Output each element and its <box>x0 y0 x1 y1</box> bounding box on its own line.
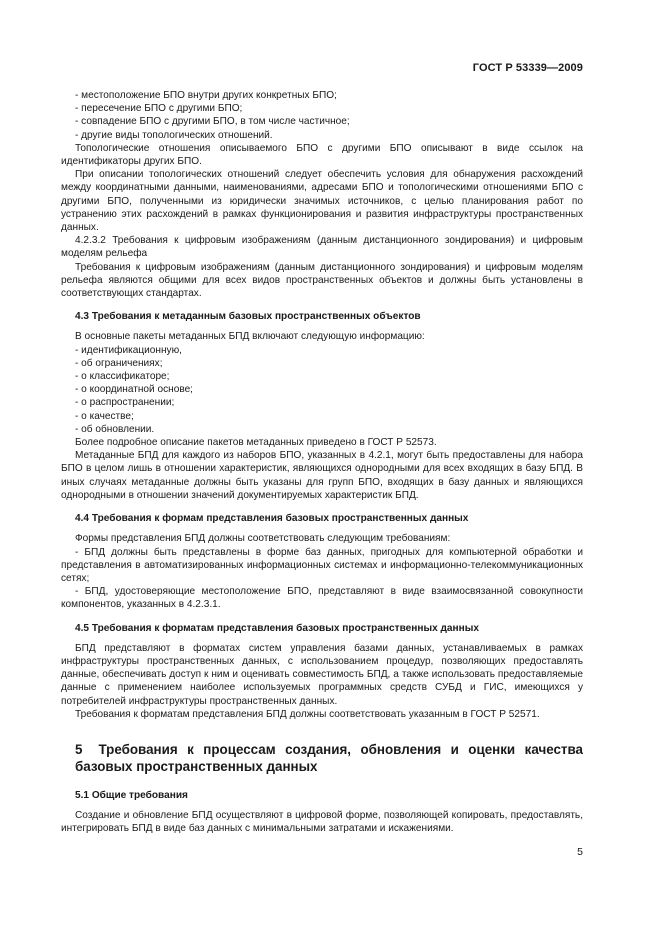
list-item: - о распространении; <box>75 397 175 409</box>
section-heading-5 <box>61 741 583 775</box>
list-item: - идентификационную, <box>75 344 182 356</box>
section-number: 5 <box>75 741 83 757</box>
paragraph: Требования к форматам представления БПД должны соответствовать указанным в ГОСТ Р 52571. <box>75 708 540 720</box>
list-item: - о классификаторе; <box>75 371 170 383</box>
list-item: - об обновлении. <box>75 423 155 435</box>
list-item: - местоположение БПО внутри других конкретных БПО; <box>75 90 337 101</box>
list-item: - БПД должны быть представлены в форме баз данных, пригодных для компьютерной обработки и представления в автоматизированных информационных системах и информационно-телекоммуникационных сетях; <box>61 546 583 584</box>
standard-designation: ГОСТ Р 53339—2009 <box>472 62 583 74</box>
paragraph: Формы представления БПД должны соответствовать следующим требованиям: <box>75 533 451 545</box>
paragraph: В основные пакеты метаданных БПД включают следующую информацию: <box>75 331 425 343</box>
paragraph: Требования к цифровым изображениям (данным дистанционного зондирования) и цифровым моделям рельефа являются общими для всех видов пространственных объектов и должны быть установлены в соответствующих стандартах. <box>61 261 583 300</box>
list-item: - другие виды топологических отношений. <box>75 129 273 141</box>
list-item: - совпадение БПО с другими БПО, в том числе частичное; <box>75 116 350 128</box>
paragraph: БПД представляют в форматах систем управления базами данных, устанавливаемых в рамках инфраструктуры пространственных данных, с использованием процедур, позволяющих предоставлять данные, обеспечивать доступ к ним и оценивать совместимость БПД, а также использовать предоставляемые данные с применением наиболее используемых программных средств СУБД и ГИС, имеющихся у потребителей инфраструктуры пространственных данных. <box>61 642 583 707</box>
section-heading-5-1: 5.1 Общие требования <box>75 789 188 801</box>
section-heading-4-4: 4.4 Требования к формам представления базовых пространственных данных <box>75 513 469 525</box>
list-item: - об ограничениях; <box>75 357 163 369</box>
list-item: - о качестве; <box>75 410 134 422</box>
list-item: - пересечение БПО с другими БПО; <box>75 103 243 115</box>
section-title: Требования к процессам создания, обновления и оценки качества базовых пространственных данных <box>75 741 583 774</box>
list-item: - БПД, удостоверяющие местоположение БПО, представляют в виде взаимосвязанной совокупности компонентов, указанных в 4.2.3.1. <box>61 586 583 611</box>
page-number: 5 <box>577 846 583 858</box>
paragraph: Топологические отношения описываемого БПО с другими БПО описывают в виде ссылок на идентификаторы других БПО. <box>61 142 583 168</box>
paragraph: Более подробное описание пакетов метаданных приведено в ГОСТ Р 52573. <box>75 437 437 449</box>
paragraph: При описании топологических отношений следует обеспечить условия для обнаружения расхождений между координатными данными, наименованиями, адресами БПО и топологическими отношениями БПО с другими БПО, полученными из юридически значимых источников, с целью планирования работ по устранению этих расхождений в рамках функционирования и развития инфраструктуры пространственных данных. <box>61 169 583 234</box>
subclause-heading: 4.2.3.2 Требования к цифровым изображениям (данным дистанционного зондирования) и цифровым моделям рельефа <box>61 235 583 260</box>
section-heading-4-3: 4.3 Требования к метаданным базовых пространственных объектов <box>75 311 421 323</box>
section-heading-4-5: 4.5 Требования к форматам представления базовых пространственных данных <box>75 622 479 634</box>
paragraph: Метаданные БПД для каждого из наборов БПО, указанных в 4.2.1, могут быть предоставлены для набора БПО в целом лишь в отношении характеристик, являющихся однородными для всех входящих в базу БПД. В иных случаях метаданные должны быть указаны для групп БПО, входящих в базу данных и являющихся однородными в отношении значений документируемых характеристик БПД. <box>61 450 583 501</box>
document-body <box>61 89 583 836</box>
paragraph: Создание и обновление БПД осуществляют в цифровой форме, позволяющей копировать, предоставлять, интегрировать БПД в виде баз данных с минимальными затратами и искажениями. <box>61 810 583 835</box>
list-item: - о координатной основе; <box>75 384 193 396</box>
